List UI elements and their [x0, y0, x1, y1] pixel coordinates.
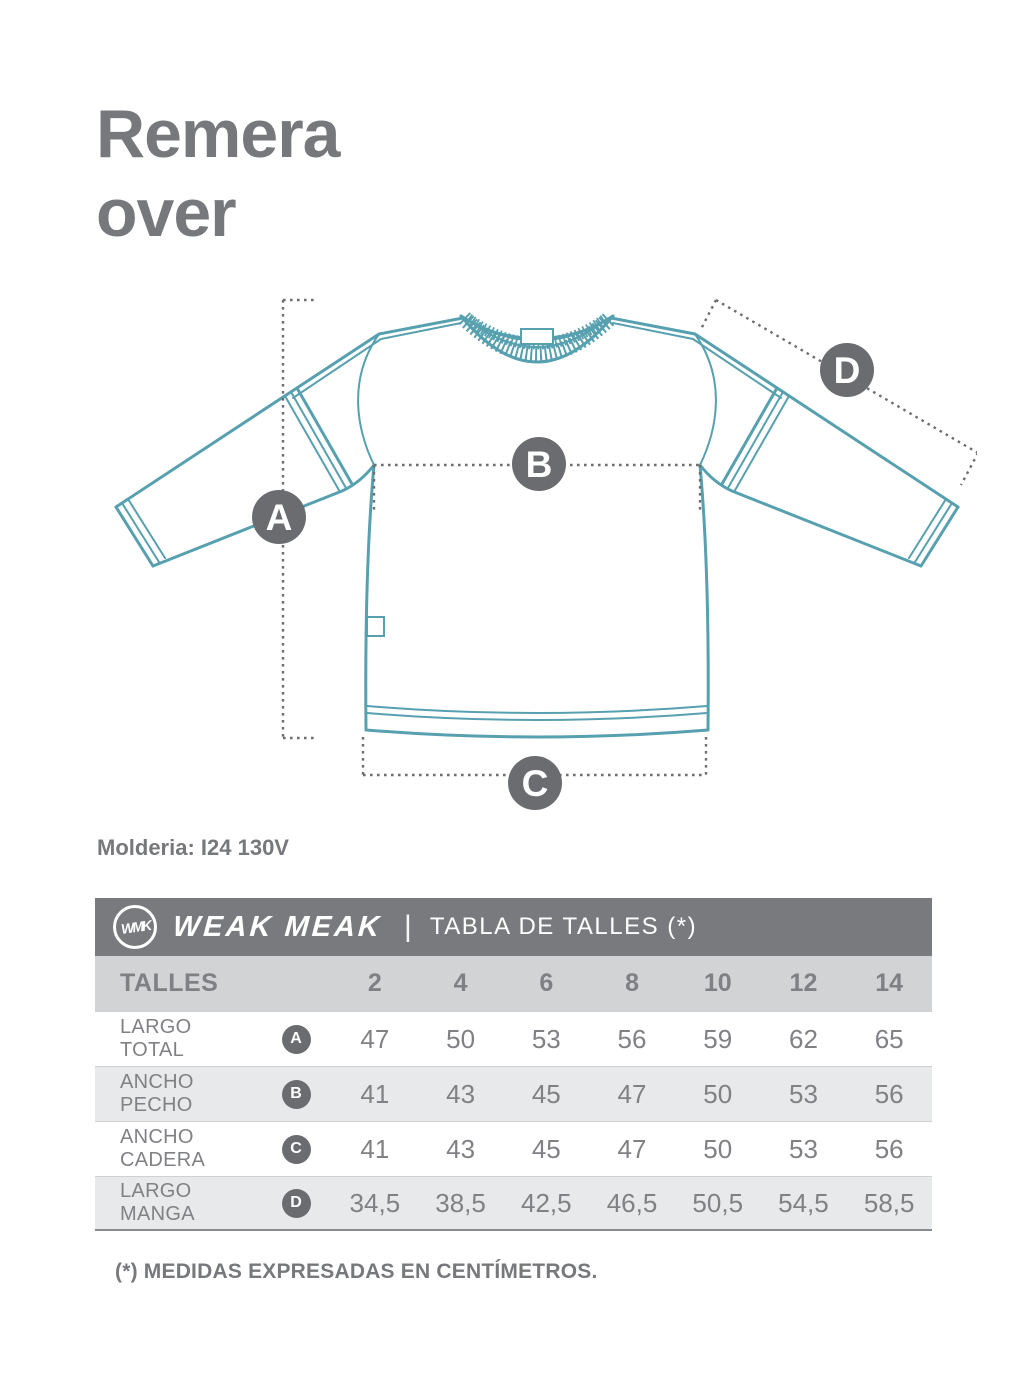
cell-value: 56 — [617, 1023, 647, 1054]
cell-value: 59 — [703, 1023, 733, 1054]
badge-letter-b: B — [525, 444, 553, 485]
size-col-header: 14 — [875, 969, 904, 997]
row-badge-letter: A — [282, 1025, 311, 1054]
measure-badge-A — [252, 490, 306, 544]
size-col-header: 8 — [625, 969, 639, 997]
cell-value: 54,5 — [778, 1187, 829, 1218]
row-label: ANCHO CADERA — [120, 1126, 206, 1171]
cell-value: 43 — [446, 1133, 476, 1164]
page-title-line2: over — [96, 174, 236, 251]
size-col-header: 12 — [789, 969, 818, 997]
cell-value: 34,5 — [349, 1187, 401, 1218]
neck-label — [521, 329, 553, 344]
molderia-note: Molderia: I24 130V — [97, 835, 289, 860]
cell-value: 53 — [788, 1133, 818, 1164]
sizes-header-label: TALLES — [120, 969, 219, 997]
row-label: ANCHO PECHO — [120, 1071, 194, 1116]
badge-letter-a: A — [265, 497, 293, 538]
right-sleeve — [611, 318, 958, 566]
cell-value: 47 — [360, 1023, 390, 1054]
measure-badge-D — [820, 343, 874, 397]
cell-value: 53 — [788, 1078, 818, 1109]
units-footnote: (*) MEDIDAS EXPRESADAS EN CENTÍMETROS. — [115, 1260, 598, 1283]
table-title: TABLA DE TALLES (*) — [429, 913, 698, 940]
cell-value: 43 — [446, 1078, 476, 1109]
row-badge — [260, 1025, 332, 1054]
cell-value: 56 — [874, 1078, 904, 1109]
row-badge-letter: C — [282, 1135, 311, 1164]
brand-header-bar — [95, 898, 932, 956]
cell-value: 62 — [788, 1023, 818, 1054]
sizes-header-row — [95, 956, 932, 1011]
page-title-line1: Remera — [96, 96, 340, 172]
measure-badge-C — [508, 756, 562, 810]
row-badge-letter: B — [282, 1080, 311, 1109]
cell-value: 47 — [617, 1078, 647, 1109]
cell-value: 50 — [703, 1078, 733, 1109]
cell-value: 47 — [617, 1133, 647, 1164]
cell-value: 50,5 — [692, 1187, 744, 1218]
cell-value: 56 — [874, 1133, 904, 1164]
brand-logo-text: WMK — [119, 917, 151, 937]
row-badge — [260, 1080, 332, 1109]
table-row-ancho-cadera — [95, 1121, 932, 1176]
cell-value: 41 — [360, 1078, 390, 1109]
cell-value: 58,5 — [863, 1187, 915, 1218]
cell-value: 42,5 — [520, 1187, 572, 1218]
table-row-ancho-pecho — [95, 1066, 932, 1121]
side-tag — [367, 617, 384, 636]
ribbed-collar — [461, 316, 613, 362]
cell-value: 38,5 — [435, 1187, 486, 1218]
badge-letter-c: C — [521, 763, 549, 804]
row-badge — [260, 1189, 332, 1218]
row-label: LARGO MANGA — [120, 1180, 195, 1225]
cell-value: 65 — [874, 1023, 904, 1054]
size-col-header: 4 — [453, 969, 468, 997]
row-label: LARGO TOTAL — [120, 1016, 192, 1061]
measure-badge-B — [512, 437, 566, 491]
table-row-largo-manga — [95, 1176, 932, 1231]
bar-divider: | — [404, 910, 412, 943]
cell-value: 46,5 — [606, 1187, 658, 1218]
cell-value: 50 — [446, 1023, 476, 1054]
size-col-header: 10 — [703, 969, 732, 997]
brand-name: WEAK MEAK — [171, 910, 384, 943]
row-badge-letter: D — [282, 1189, 311, 1218]
cell-value: 45 — [531, 1133, 561, 1164]
size-col-header: 6 — [539, 969, 554, 997]
brand-logo-icon — [113, 905, 157, 949]
body-panel — [366, 465, 708, 737]
table-row-largo-total — [95, 1011, 932, 1066]
cell-value: 53 — [531, 1023, 561, 1054]
size-table — [95, 898, 932, 1231]
size-col-header: 2 — [367, 969, 382, 997]
cell-value: 45 — [531, 1078, 561, 1109]
garment-measurement-diagram — [47, 272, 977, 822]
page-title — [96, 95, 340, 253]
cell-value: 50 — [703, 1133, 733, 1164]
cell-value: 41 — [360, 1133, 390, 1164]
row-badge — [260, 1135, 332, 1164]
badge-letter-d: D — [833, 350, 861, 391]
